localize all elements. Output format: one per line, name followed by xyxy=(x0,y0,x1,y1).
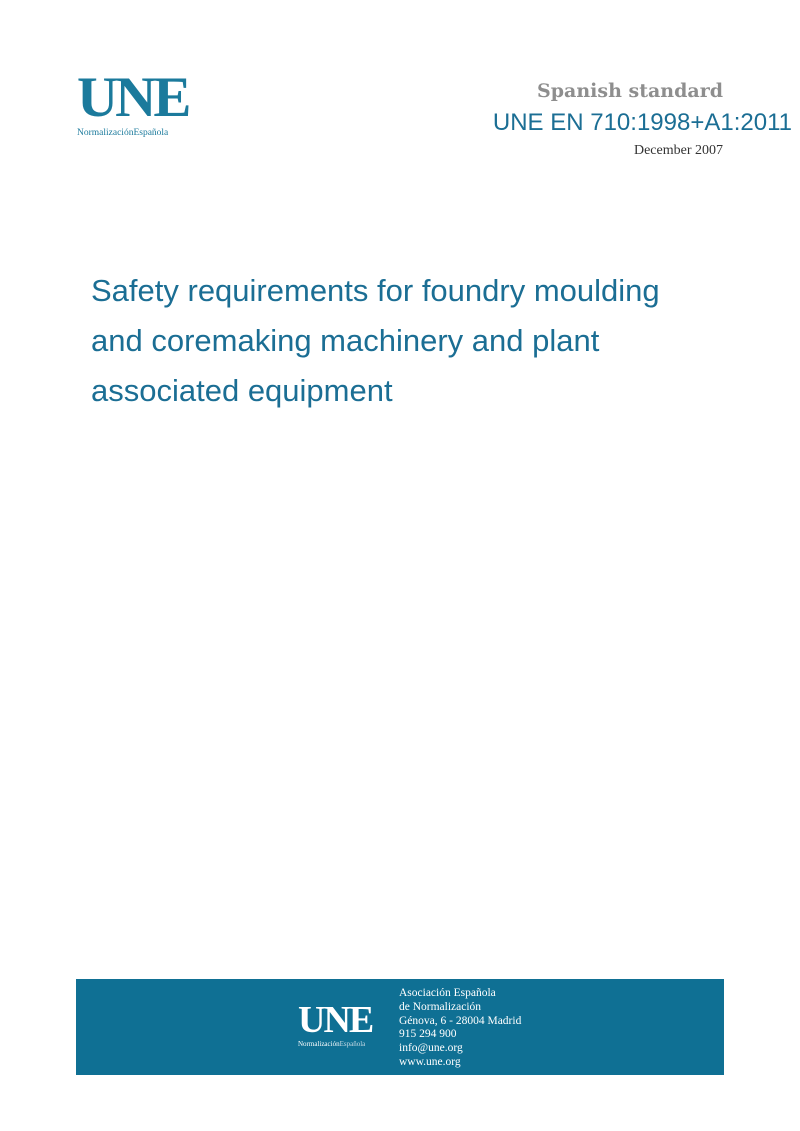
address-line: Asociación Española xyxy=(399,987,496,999)
website-link[interactable]: www.une.org xyxy=(399,1055,461,1068)
une-logo-tagline xyxy=(77,128,197,138)
footer-logo xyxy=(298,1001,372,1048)
phone-number: 915 294 900 xyxy=(399,1028,457,1041)
tagline-part-b: Española xyxy=(339,1040,366,1048)
footer-address xyxy=(399,987,521,1070)
title-line: associated equipment xyxy=(91,373,393,408)
footer-band xyxy=(76,979,724,1075)
title-line: and coremaking machinery and plant xyxy=(91,323,600,358)
publication-date: December 2007 xyxy=(633,143,723,158)
document-title xyxy=(91,266,731,416)
title-line: Safety requirements for foundry moulding xyxy=(91,273,660,308)
footer-logo-tagline xyxy=(298,1040,372,1048)
tagline-part-a: Normalización xyxy=(298,1040,340,1048)
standard-code: UNE EN 710:1998+A1:2011 xyxy=(492,109,792,136)
address-line: Génova, 6 - 28004 Madrid xyxy=(399,1014,522,1027)
footer-logo-mark: UNE xyxy=(298,999,373,1041)
address-line: de Normalización xyxy=(399,1000,482,1013)
standard-type-label: Spanish standard xyxy=(537,80,723,102)
une-logo xyxy=(77,66,197,138)
une-logo-mark: UNE xyxy=(77,66,189,129)
tagline-part-b: Española xyxy=(133,128,169,138)
tagline-part-a: Normalización xyxy=(77,128,134,138)
email-link[interactable]: info@une.org xyxy=(399,1042,463,1055)
